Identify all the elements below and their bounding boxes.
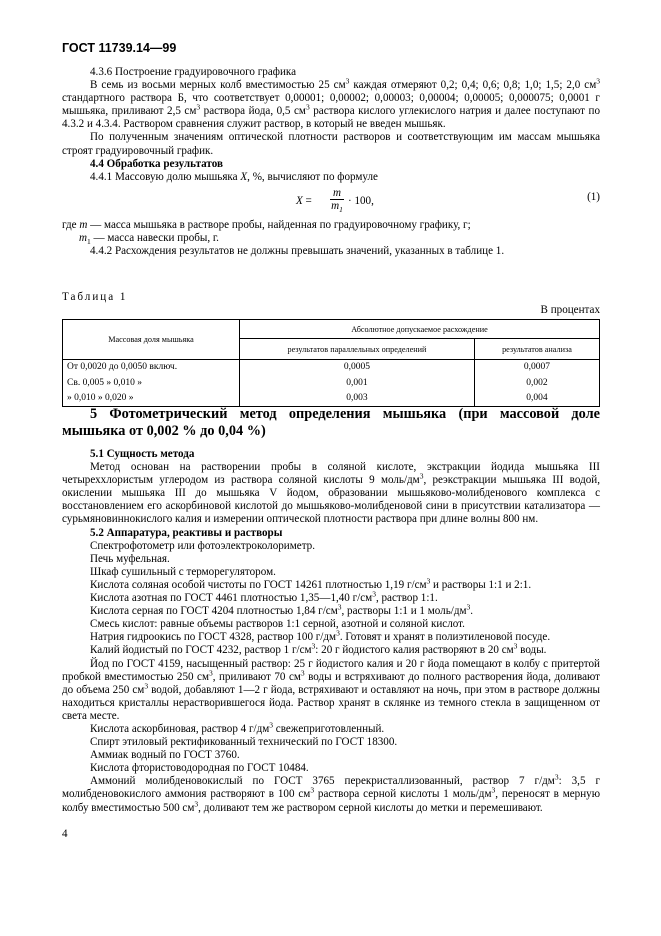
- table-cell-analysis: 0,002: [474, 376, 599, 391]
- table-row: [63, 376, 600, 391]
- where-m: где m — масса мышьяка в растворе пробы, найденная по градуировочному графику, г;: [62, 218, 471, 231]
- formula-rest: · 100,: [348, 194, 374, 207]
- item-ethyl-alcohol: Спирт этиловый ректификованный технический по ГОСТ 18300.: [90, 736, 398, 749]
- item-sodium-hydroxide: Натрия гидроокись по ГОСТ 4328, раствор 100 $г/дм^3$. Готовят и хранят в полиэтиленовой посуде.: [90, 628, 551, 644]
- paragraph-5-1: Метод основан на растворении пробы в соляной кислоте, экстракции йодида мышьяка III четыреххлористым углеродом из раствора соляной кислоты 9 моль/$дм^3$, реэкстракции мышьяка III водой, окислении мышьяка III до мышьяка V йодом, образовании мышьяково-молибденового комплекса с восстановлением его аскорбиновой кислотой до мышьяково-молибденовой сини в присутствии катализатора — сурьмяновиннокислого калия и измерении оптической плотности раствора при длине волны 800 нм.: [62, 461, 600, 526]
- table-header-mass-fraction: Массовая доля мышьяка: [63, 320, 240, 360]
- item-ascorbic-acid: Кислота аскорбиновая, раствор 4 $г/дм^3$ свежеприготовленный.: [90, 720, 385, 735]
- item-drying-oven: Шкаф сушильный с терморегулятором.: [90, 565, 276, 578]
- table-1: [62, 319, 600, 407]
- table-unit: В процентах: [540, 304, 600, 317]
- subsection-title-5-1: 5.1 Сущность метода: [90, 448, 195, 460]
- formula-1: [62, 187, 600, 217]
- table-cell-range: От 0,0020 до 0,0050 включ.: [63, 360, 240, 376]
- paragraph-4-4-1: 4.4.1 Массовую долю мышьяка X, %, вычисляют по формуле: [90, 170, 378, 183]
- paragraph-calibration-prep: В семь из восьми мерных колб вместимостью 25 $см^3$ каждая отмеряют 0,2; 0,4; 0,6; 0,8; 1,0; 1,5; 2,0 $см^3$ стандартного раствора Б, что соответствует 0,00001; 0,00002; 0,00003; 0,00004; 0,00005; 0,000075; 0,0001 г мышьяка, приливают 2,5 $см^3$ раствора йода, 0,5 $см^3$ раствора кислого углекислого натрия и далее поступают по 4.3.2 и 4.3.4. Раствором сравнения служит раствор, в который не введен мышьяк.: [62, 76, 600, 131]
- item-iodine: Йод по ГОСТ 4159, насыщенный раствор: 25 г йодистого калия и 20 г йода помещают в колбу с притертой пробкой вместимостью 250 $см^3$, приливают 70 $см^3$ воды и встряхивают до полного растворения йода, доливают до объема 250 $см^3$ водой, добавляют 1—2 г йода, встряхивают и оставляют на ночь, при этом в растворе должны находиться кристаллы нерастворившегося йода. Раствор хранят в склянке из темного стекла в защищенном от света месте.: [62, 657, 601, 722]
- formula-fraction: $\frac{m}{m_1}$: [331, 186, 343, 215]
- page-number: 4: [62, 828, 68, 840]
- where-m1: $m_1$ — масса навески пробы, г.: [79, 231, 219, 247]
- table-cell-parallel: 0,001: [240, 376, 475, 391]
- page-header: ГОСТ 11739.14—99: [62, 41, 177, 55]
- equation-number: (1): [587, 190, 600, 203]
- table-header-parallel: результатов параллельных определений: [240, 339, 475, 360]
- item-ammonium-molybdate: Аммоний молибденовокислый по ГОСТ 3765 перекристаллизованный, раствор 7 $г/дм^3$: 3,5 г молибденовокислого аммония растворяют в 100 $см^3$ раствора серной кислоты 1 моль/$дм^3$, переносят в мерную колбу вместимостью 500 $см^3$, доливают тем же раствором серной кислоты до метки и перемешивают.: [62, 772, 600, 814]
- item-hydrochloric-acid: Кислота соляная особой чистоты по ГОСТ 14261 плотностью 1,19 $г/см^3$ и растворы 1:1 и 2:1.: [90, 576, 532, 591]
- table-cell-analysis: 0,004: [474, 391, 599, 407]
- table-row: [63, 360, 600, 376]
- item-ammonia: Аммиак водный по ГОСТ 3760.: [90, 749, 240, 762]
- table-cell-analysis: 0,0007: [474, 360, 599, 376]
- item-sulfuric-acid: Кислота серная по ГОСТ 4204 плотностью 1,84 $г/см^3$, растворы 1:1 и 1 моль/$дм^3$.: [90, 602, 474, 618]
- item-hydrofluoric-acid: Кислота фтористоводородная по ГОСТ 10484.: [90, 762, 309, 775]
- section-5-title: 5 Фотометрический метод определения мышьяка (при массовой доле мышьяка от 0,002 % до 0,04 %): [62, 406, 600, 439]
- subsection-title-4-4: 4.4 Обработка результатов: [90, 157, 223, 170]
- item-nitric-acid: Кислота азотная по ГОСТ 4461 плотностью 1,35—1,40 $г/см^3$, раствор 1:1.: [90, 589, 438, 605]
- item-muffle-furnace: Печь муфельная.: [90, 552, 170, 565]
- item-acid-mixture: Смесь кислот: равные объемы растворов 1:1 серной, азотной и соляной кислот.: [90, 618, 465, 631]
- paragraph-calibration-graph: По полученным значениям оптической плотности растворов и соответствующим им массам мышьяка строят градуировочный график.: [62, 131, 600, 157]
- table-cell-range: Св. 0,005 » 0,010 »: [63, 376, 240, 391]
- table-header-group: Абсолютное допускаемое расхождение: [240, 320, 600, 339]
- subsection-title-4-3-6: 4.3.6 Построение градуировочного графика: [90, 66, 297, 78]
- item-spectrophotometer: Спектрофотометр или фотоэлектроколориметр.: [90, 539, 315, 552]
- formula-lhs: X =: [296, 194, 312, 207]
- table-label: Таблица 1: [62, 291, 128, 303]
- table-cell-parallel: 0,003: [240, 391, 475, 407]
- table-header-analysis: результатов анализа: [474, 339, 599, 360]
- section-5: [62, 406, 600, 815]
- item-potassium-iodide: Калий йодистый по ГОСТ 4232, раствор 1 $г/см^3$: 20 г йодистого калия растворяют в 20 $см^3$ воды.: [90, 641, 547, 657]
- table-cell-range: » 0,010 » 0,020 »: [63, 391, 240, 407]
- subsection-title-5-2: 5.2 Аппаратура, реактивы и растворы: [90, 526, 283, 539]
- table-cell-parallel: 0,0005: [240, 360, 475, 376]
- table-1-block: [62, 291, 600, 407]
- section-4-3-6-to-4-4: [62, 66, 600, 258]
- table-row: [63, 391, 600, 407]
- paragraph-4-4-2: 4.4.2 Расхождения результатов не должны превышать значений, указанных в таблице 1.: [90, 245, 505, 258]
